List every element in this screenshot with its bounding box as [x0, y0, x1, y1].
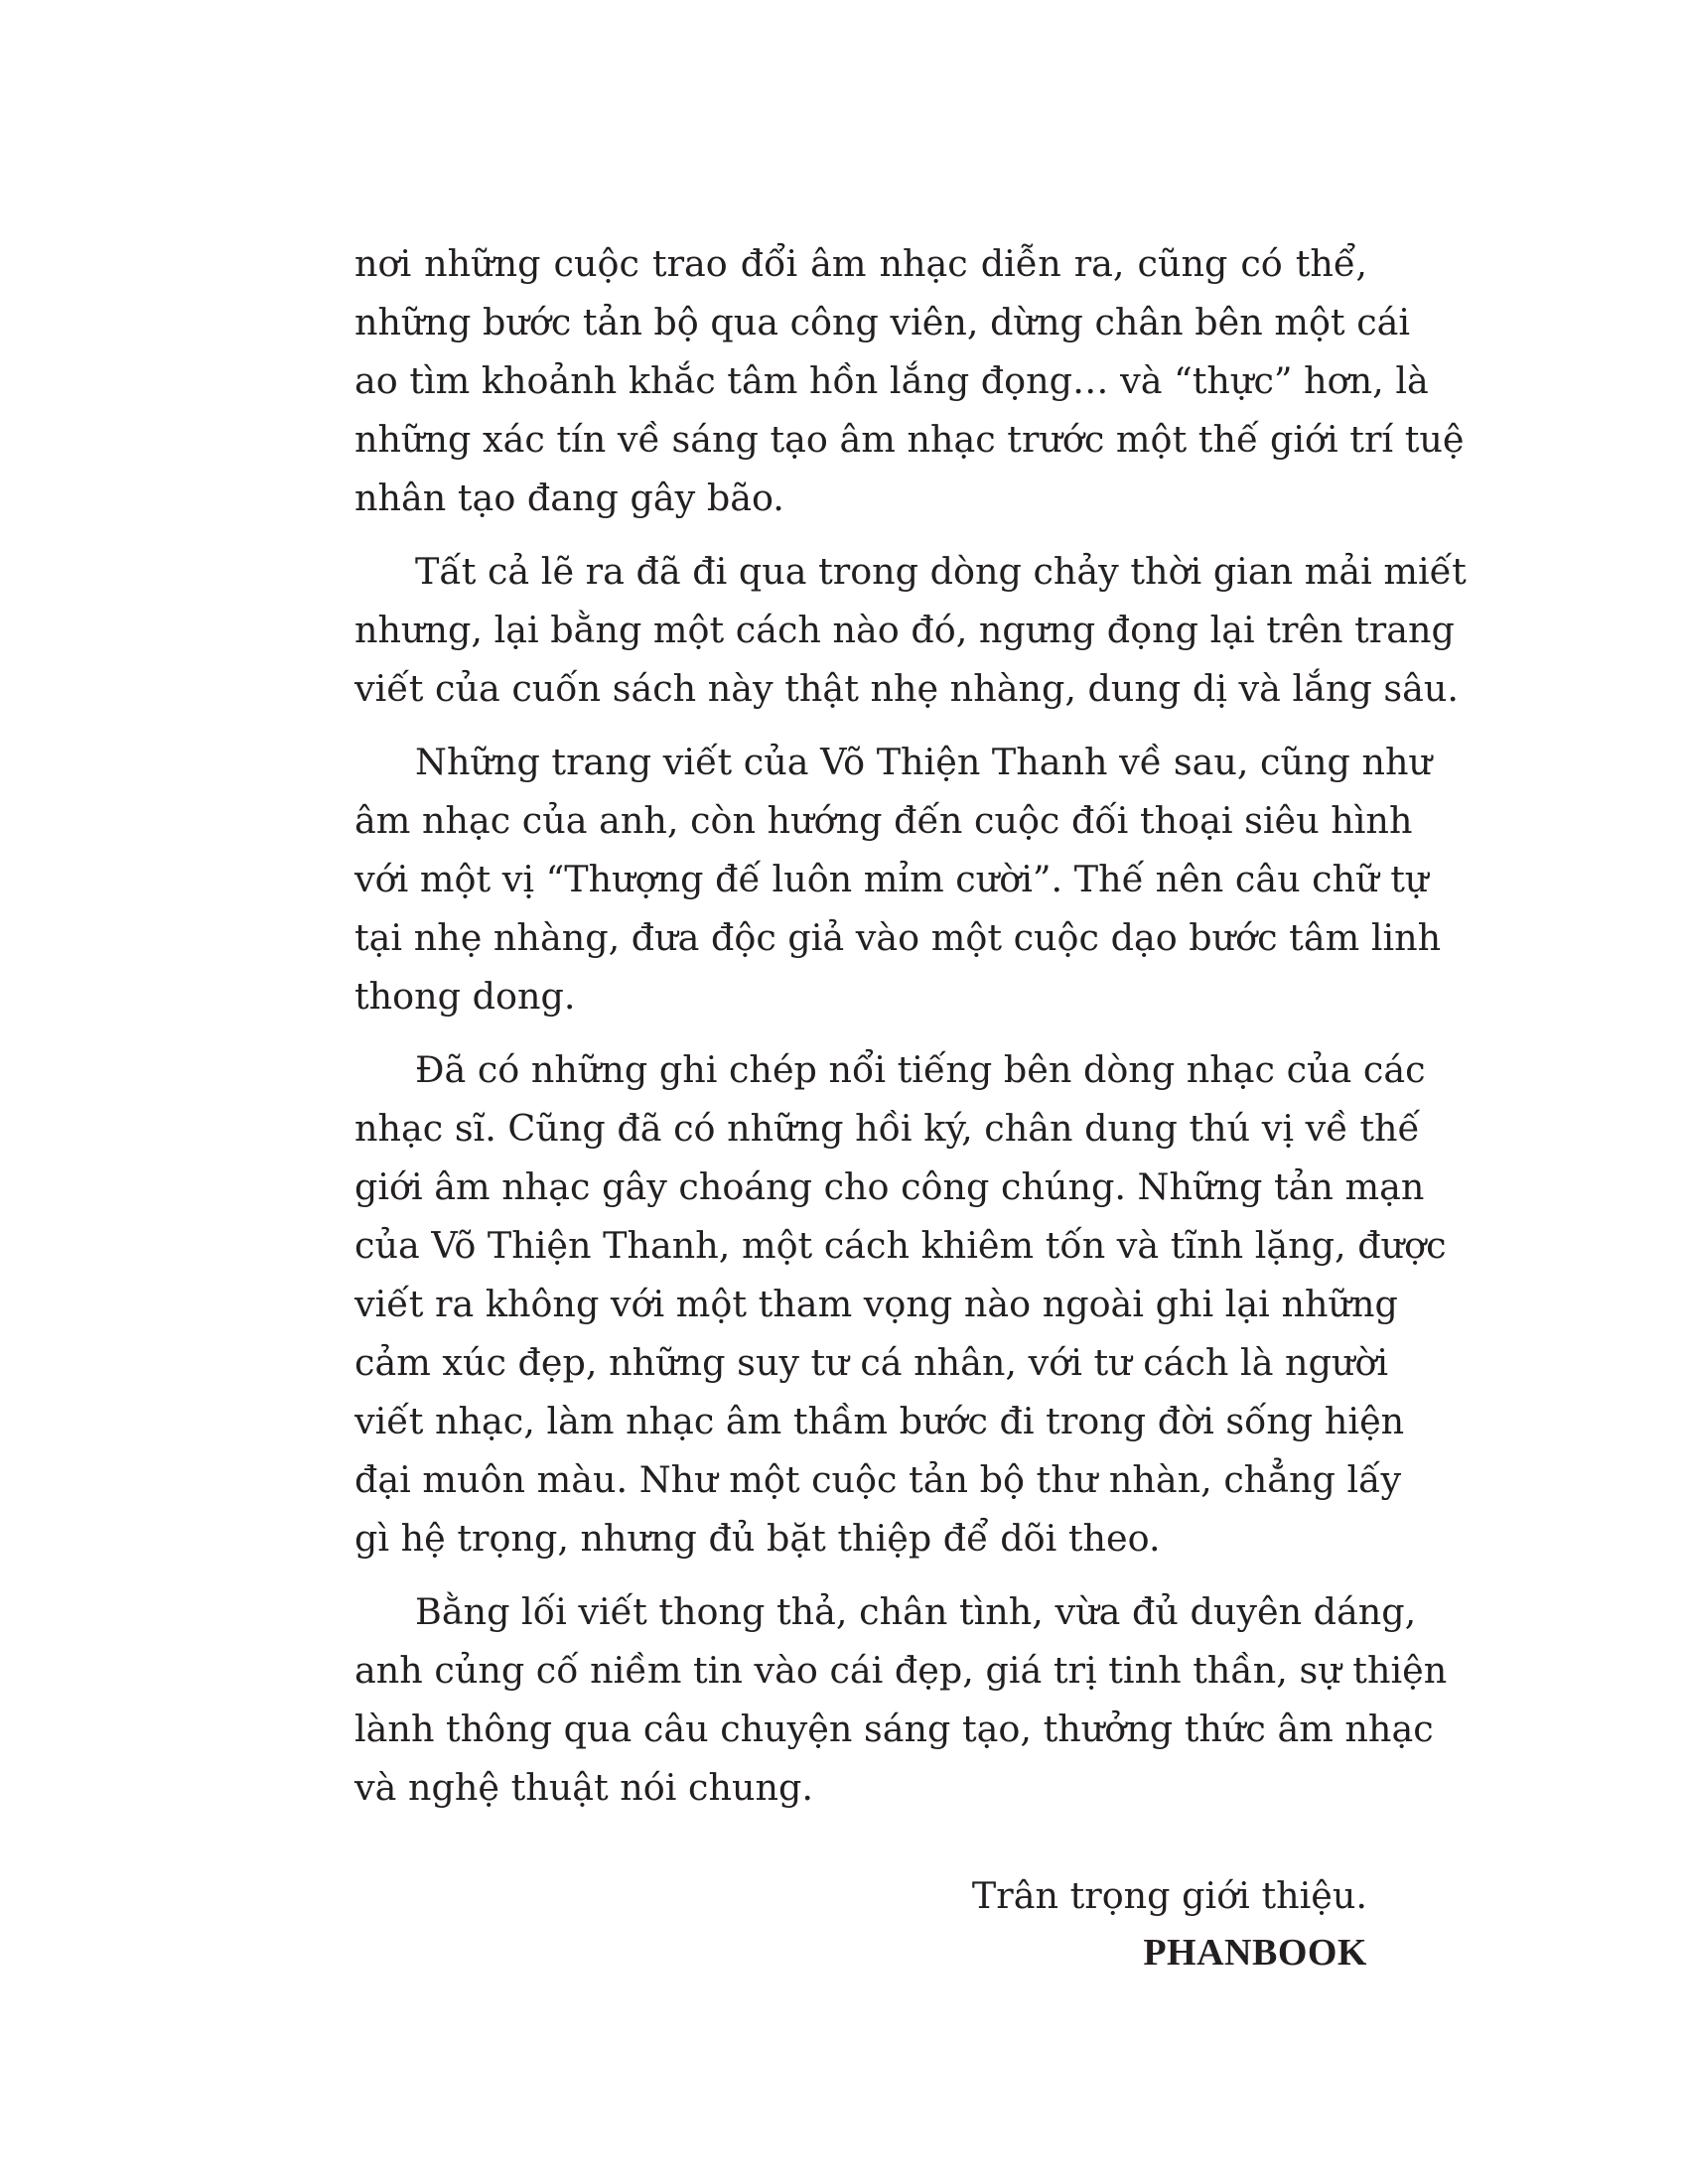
publisher-name: PHANBOOK [1143, 1932, 1367, 1974]
text-line: âm nhạc của anh, còn hướng đến cuộc đối thoại siêu hình [354, 799, 1413, 842]
text-line: giới âm nhạc gây choáng cho công chúng. Những tản mạn [354, 1165, 1425, 1208]
text-line: Đã có những ghi chép nổi tiếng bên dòng nhạc của các [415, 1048, 1426, 1091]
paragraph-5 [354, 1582, 1448, 1817]
text-line: Những trang viết của Võ Thiện Thanh về sau, cũng như [415, 741, 1432, 783]
paragraph-1 [354, 234, 1465, 527]
text-line: nhân tạo đang gây bão. [354, 477, 784, 519]
text-line: nhạc sĩ. Cũng đã có những hồi ký, chân dung thú vị về thế [354, 1107, 1420, 1150]
text-line: và nghệ thuật nói chung. [354, 1766, 813, 1809]
text-line: tại nhẹ nhàng, đưa độc giả vào một cuộc dạo bước tâm linh [354, 916, 1442, 959]
text-line: lành thông qua câu chuyện sáng tạo, thưởng thức âm nhạc [354, 1707, 1434, 1750]
text-line: của Võ Thiện Thanh, một cách khiêm tốn và tĩnh lặng, được [354, 1224, 1447, 1267]
text-line: thong dong. [354, 975, 576, 1018]
paragraph-4 [354, 1040, 1447, 1568]
text-line: viết của cuốn sách này thật nhẹ nhàng, dung dị và lắng sâu. [354, 667, 1460, 710]
text-line: đại muôn màu. Như một cuộc tản bộ thư nhàn, chẳng lấy [354, 1458, 1402, 1501]
text-line: những bước tản bộ qua công viên, dừng chân bên một cái [354, 301, 1411, 343]
text-line: gì hệ trọng, nhưng đủ bặt thiệp để dõi theo. [354, 1517, 1161, 1560]
body-text [354, 234, 1467, 1817]
text-line: nơi những cuộc trao đổi âm nhạc diễn ra, cũng có thể, [354, 242, 1367, 285]
paragraph-3 [354, 733, 1442, 1025]
signoff [972, 1866, 1367, 1980]
paragraph-2 [354, 542, 1467, 718]
text-line: viết ra không với một tham vọng nào ngoài ghi lại những [354, 1283, 1398, 1325]
text-line: với một vị “Thượng đế luôn mỉm cười”. Thế nên câu chữ tự [354, 858, 1429, 900]
text-line: anh củng cố niềm tin vào cái đẹp, giá trị tinh thần, sự thiện [354, 1649, 1448, 1692]
closing-line: Trân trọng giới thiệu. [971, 1874, 1367, 1917]
text-line: ao tìm khoảnh khắc tâm hồn lắng đọng… và “thực” hơn, là [354, 359, 1429, 402]
text-line: những xác tín về sáng tạo âm nhạc trước một thế giới trí tuệ [354, 418, 1465, 461]
text-line: Tất cả lẽ ra đã đi qua trong dòng chảy thời gian mải miết [415, 550, 1467, 593]
text-line: nhưng, lại bằng một cách nào đó, ngưng đọng lại trên trang [354, 609, 1455, 651]
text-line: Bằng lối viết thong thả, chân tình, vừa đủ duyên dáng, [415, 1590, 1417, 1633]
text-line: viết nhạc, làm nhạc âm thầm bước đi trong đời sống hiện [354, 1400, 1405, 1442]
text-line: cảm xúc đẹp, những suy tư cá nhân, với tư cách là người [354, 1341, 1389, 1384]
